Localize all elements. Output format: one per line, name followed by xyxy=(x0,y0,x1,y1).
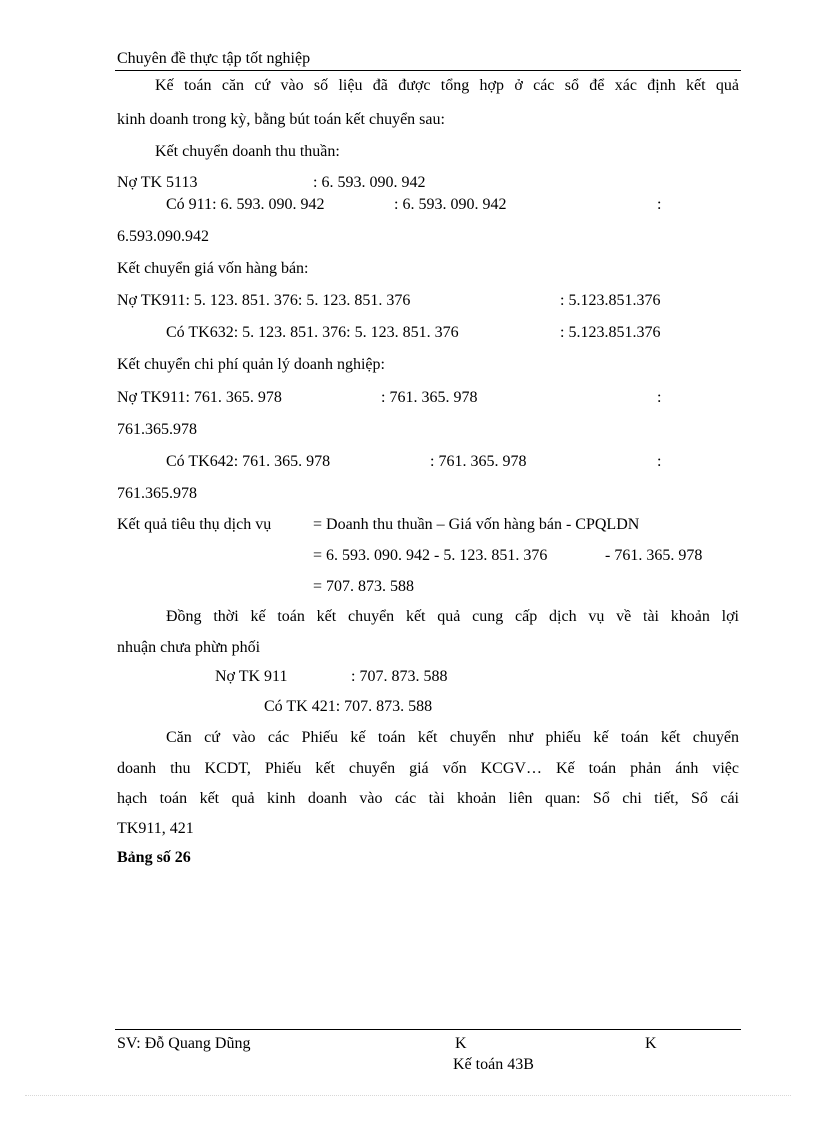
footer-class: Kế toán 43B xyxy=(453,1056,534,1073)
entry-no-911-gv-a: Nợ TK911: 5. 123. 851. 376: 5. 123. 851. 376 xyxy=(117,292,411,309)
paragraph-3-line-3: hạch toán kết quả kinh doanh vào các tài khoản liên quan: Sổ chi tiết, Sổ cái xyxy=(117,790,739,807)
ket-qua-result: = 707. 873. 588 xyxy=(313,578,415,595)
footer-k-2: K xyxy=(645,1035,657,1052)
ket-qua-formula: = Doanh thu thuần – Giá vốn hàng bán - CPQLDN xyxy=(313,516,640,533)
footer-divider xyxy=(115,1029,741,1030)
value-761-2: 761.365.978 xyxy=(117,485,197,502)
header-divider xyxy=(115,70,741,71)
entry-co-911-a: Có 911: 6. 593. 090. 942 xyxy=(166,196,325,213)
value-6593: 6.593.090.942 xyxy=(117,228,209,245)
page-bottom-divider xyxy=(25,1095,791,1096)
paragraph-3-line-4: TK911, 421 xyxy=(117,820,194,837)
entry-no-911-gv-b: : 5.123.851.376 xyxy=(560,292,661,309)
paragraph-1-line-1: Kế toán căn cứ vào số liệu đã được tổng hợp ở các sổ để xác định kết quả xyxy=(155,77,739,94)
paragraph-2-line-2: nhuận chưa phừn phối xyxy=(117,639,261,656)
entry-co-911-b: : 6. 593. 090. 942 xyxy=(394,196,507,213)
heading-gia-von: Kết chuyển giá vốn hàng bán: xyxy=(117,260,309,277)
entry-no-911-cp-a: Nợ TK911: 761. 365. 978 xyxy=(117,389,282,406)
ket-qua-label: Kết quả tiêu thụ dịch vụ xyxy=(117,516,272,533)
header-title: Chuyên đề thực tập tốt nghiệp xyxy=(117,50,311,67)
entry-co-642-a: Có TK642: 761. 365. 978 xyxy=(166,453,331,470)
footer-student: SV: Đỗ Quang Dũng xyxy=(117,1035,251,1052)
entry-no-911-cp-b: : 761. 365. 978 xyxy=(381,389,478,406)
heading-doanh-thu: Kết chuyển doanh thu thuần: xyxy=(155,143,340,160)
entry-co-642-b: : 761. 365. 978 xyxy=(430,453,527,470)
paragraph-1-line-2: kinh doanh trong kỳ, bằng bút toán kết chuyển sau: xyxy=(117,111,445,128)
entry-co-642-c: : xyxy=(657,453,662,470)
ket-qua-calc-b: - 761. 365. 978 xyxy=(605,547,703,564)
paragraph-3-line-2: doanh thu KCDT, Phiếu kết chuyển giá vốn KCGV… Kế toán phản ánh việc xyxy=(117,760,739,777)
entry-co-421: Có TK 421: 707. 873. 588 xyxy=(264,698,433,715)
entry-co-632-a: Có TK632: 5. 123. 851. 376: 5. 123. 851. 376 xyxy=(166,324,459,341)
paragraph-3-line-1: Căn cứ vào các Phiếu kế toán kết chuyển như phiếu kế toán kết chuyển xyxy=(166,729,739,746)
entry-no-911-cp-c: : xyxy=(657,389,662,406)
footer-k-1: K xyxy=(455,1035,467,1052)
entry-co-911-c: : xyxy=(657,196,662,213)
ket-qua-calc-a: = 6. 593. 090. 942 - 5. 123. 851. 376 xyxy=(313,547,548,564)
entry-no-5113-label: Nợ TK 5113 xyxy=(117,174,198,191)
heading-chi-phi: Kết chuyển chi phí quản lý doanh nghiệp: xyxy=(117,356,385,373)
entry-no-911-kq-label: Nợ TK 911 xyxy=(215,668,288,685)
value-761-1: 761.365.978 xyxy=(117,421,197,438)
entry-no-5113-value: : 6. 593. 090. 942 xyxy=(313,174,426,191)
entry-co-632-b: : 5.123.851.376 xyxy=(560,324,661,341)
entry-no-911-kq-value: : 707. 873. 588 xyxy=(351,668,448,685)
paragraph-2-line-1: Đồng thời kế toán kết chuyển kết quả cung cấp dịch vụ về tài khoản lợi xyxy=(166,608,739,625)
table-label: Bảng số 26 xyxy=(117,849,191,866)
